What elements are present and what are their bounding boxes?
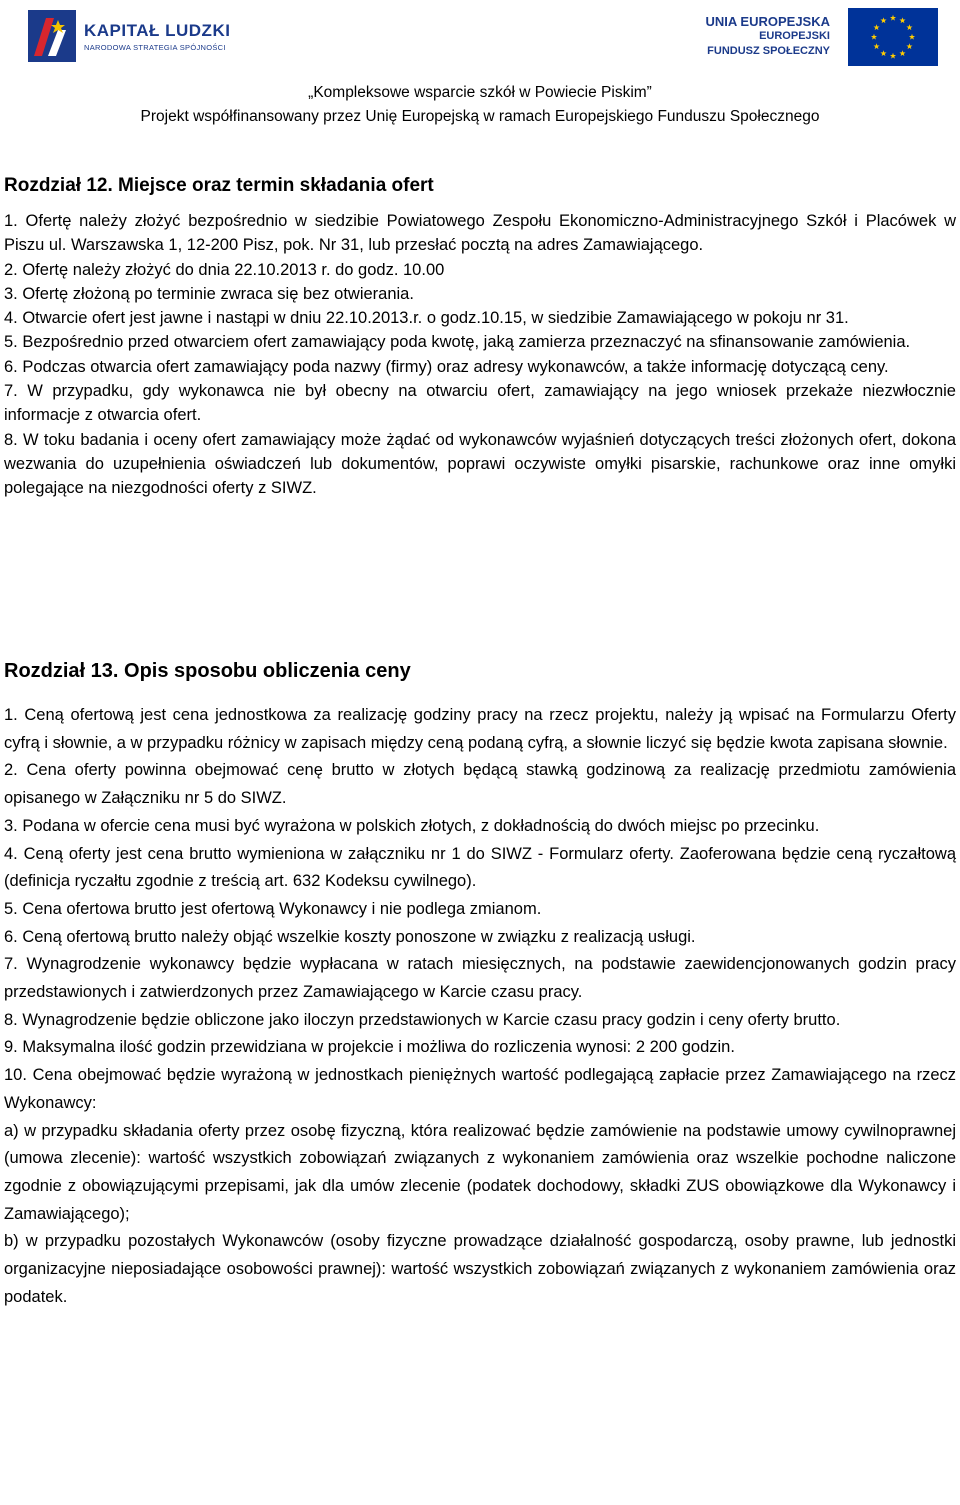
section-13-heading: Rozdział 13. Opis sposobu obliczenia ceny — [4, 660, 411, 682]
section-12-item-3: 3. Ofertę złożoną po terminie zwraca się bez otwierania. — [4, 284, 414, 303]
section-13-item-1: 1. Ceną ofertową jest cena jednostkowa za realizację godziny pracy na rzecz projektu, należy ją wpisać na Formularzu Oferty cyfrą i słownie, a w przypadku różnicy w zapisach między ceną podaną cyfrą, a słownie liczyć się będzie kwota zapisana słownie. — [4, 706, 956, 752]
section-12-item-2: 2. Ofertę należy złożyć do dnia 22.10.2013 r. do godz. 10.00 — [4, 260, 445, 279]
section-12-item-5: 5. Bezpośrednio przed otwarciem ofert zamawiający poda kwotę, jaką zamierza przeznaczyć na sfinansowanie zamówienia. — [4, 333, 911, 352]
section-13-item-10b: b) w przypadku pozostałych Wykonawców (osoby fizyczne prowadzące działalność gospodarczą, osoby prawne, lub jednostki organizacyjne nieposiadające osobowości prawnej): wartość wszystkich zobowiązań związanych z wykonaniem zamówienia oraz podatek. — [4, 1232, 956, 1306]
eu-flag-icon — [848, 8, 938, 66]
section-12-heading: Rozdział 12. Miejsce oraz termin składania ofert — [4, 175, 434, 196]
section-13-item-4: 4. Ceną oferty jest cena brutto wymieniona w załączniku nr 1 do SIWZ - Formularz oferty. Zaoferowana będzie ceną ryczałtową (definicja ryczałtu zgodnie z treścią art. 632 Kodeksu cywilnego). — [4, 844, 956, 891]
section-13-item-8: 8. Wynagrodzenie będzie obliczone jako iloczyn przedstawionych w Karcie czasu pracy godzin i ceny oferty brutto. — [4, 1010, 841, 1029]
kapital-ludzki-subtitle: NARODOWA STRATEGIA SPÓJNOŚCI — [84, 43, 226, 52]
kapital-ludzki-emblem-icon — [28, 10, 76, 62]
document-header — [0, 0, 960, 140]
section-13-item-2: 2. Cena oferty powinna obejmować cenę brutto w złotych będącą stawką godzinową za realizację przedmiotu zamówienia opisanego w Załączniku nr 5 do SIWZ. — [4, 761, 956, 808]
kapital-ludzki-logo — [28, 10, 231, 62]
section-13 — [4, 660, 956, 1311]
section-13-item-7: 7. Wynagrodzenie wykonawcy będzie wypłacana w ratach miesięcznych, na podstawie zaewidencjonowanych godzin pracy przedstawionych i zatwierdzonych przez Zamawiającego w Karcie czasu pracy. — [4, 955, 956, 1002]
section-13-item-6: 6. Ceną ofertową brutto należy objąć wszelkie koszty ponoszone w związku z realizacją usługi. — [4, 927, 696, 946]
section-13-item-9: 9. Maksymalna ilość godzin przewidziana w projekcie i możliwa do rozliczenia wynosi: 2 200 godzin. — [4, 1038, 735, 1057]
kapital-ludzki-title: KAPITAŁ LUDZKI — [84, 21, 231, 40]
eu-logo-line3: FUNDUSZ SPOŁECZNY — [707, 45, 830, 57]
section-13-item-10: 10. Cena obejmować będzie wyrażoną w jednostkach pieniężnych wartość podlegającą zapłacie przez Zamawiającego na rzecz Wykonawcy: — [4, 1066, 956, 1112]
eu-logo-line2: EUROPEJSKI — [759, 30, 830, 42]
eu-fund-logo — [698, 8, 938, 66]
project-title: „Kompleksowe wsparcie szkół w Powiecie Piskim” — [308, 84, 652, 101]
section-12-item-8: 8. W toku badania i oceny ofert zamawiający może żądać od wykonawców wyjaśnień dotyczących treści złożonych ofert, dokona wezwania do uzupełnienia oświadczeń lub dokumentów, poprawi oczywiste omyłki pisarskie, rachunkowe oraz inne omyłki polegające na niezgodności oferty z SIWZ. — [4, 430, 956, 498]
section-12-item-4: 4. Otwarcie ofert jest jawne i nastąpi w dniu 22.10.2013.r. o godz.10.15, w siedzibie Zamawiającego w pokoju nr 31. — [4, 309, 849, 328]
section-12-item-7: 7. W przypadku, gdy wykonawca nie był obecny na otwarciu ofert, zamawiający na jego wniosek przekaże niezwłocznie informacje z otwarcia ofert. — [4, 382, 956, 425]
section-13-item-3: 3. Podana w ofercie cena musi być wyrażona w polskich złotych, z dokładnością do dwóch miejsc po przecinku. — [4, 816, 820, 835]
section-13-item-5: 5. Cena ofertowa brutto jest ofertową Wykonawcy i nie podlega zmianom. — [4, 899, 542, 918]
section-12-item-6: 6. Podczas otwarcia ofert zamawiający poda nazwy (firmy) oraz adresy wykonawców, a także informację dotyczącą ceny. — [4, 357, 889, 376]
section-12 — [4, 175, 956, 501]
project-cofinancing-note: Projekt współfinansowany przez Unię Europejską w ramach Europejskiego Funduszu Społecznego — [140, 108, 820, 125]
eu-logo-line1: UNIA EUROPEJSKA — [705, 14, 830, 29]
section-13-item-10a: a) w przypadku składania oferty przez osobę fizyczną, która realizować będzie zamówienie na podstawie umowy cywilnoprawnej (umowa zlecenie): wartość wszystkich zobowiązań związanych z wykonaniem zamówienia oraz wszelkie pochodne naliczone zgodnie z obowiązującymi przepisami, jak dla umów zlecenie (podatek dochodowy, składki ZUS obowiązkowe dla Wykonawcy i Zamawiającego); — [4, 1121, 956, 1223]
section-12-item-1: 1. Ofertę należy złożyć bezpośrednio w siedzibie Powiatowego Zespołu Ekonomiczno-Administracyjnego Szkół i Placówek w Piszu ul. Warszawska 1, 12-200 Pisz, pok. Nr 31, lub przesłać pocztą na adres Zamawiającego. — [4, 212, 956, 255]
